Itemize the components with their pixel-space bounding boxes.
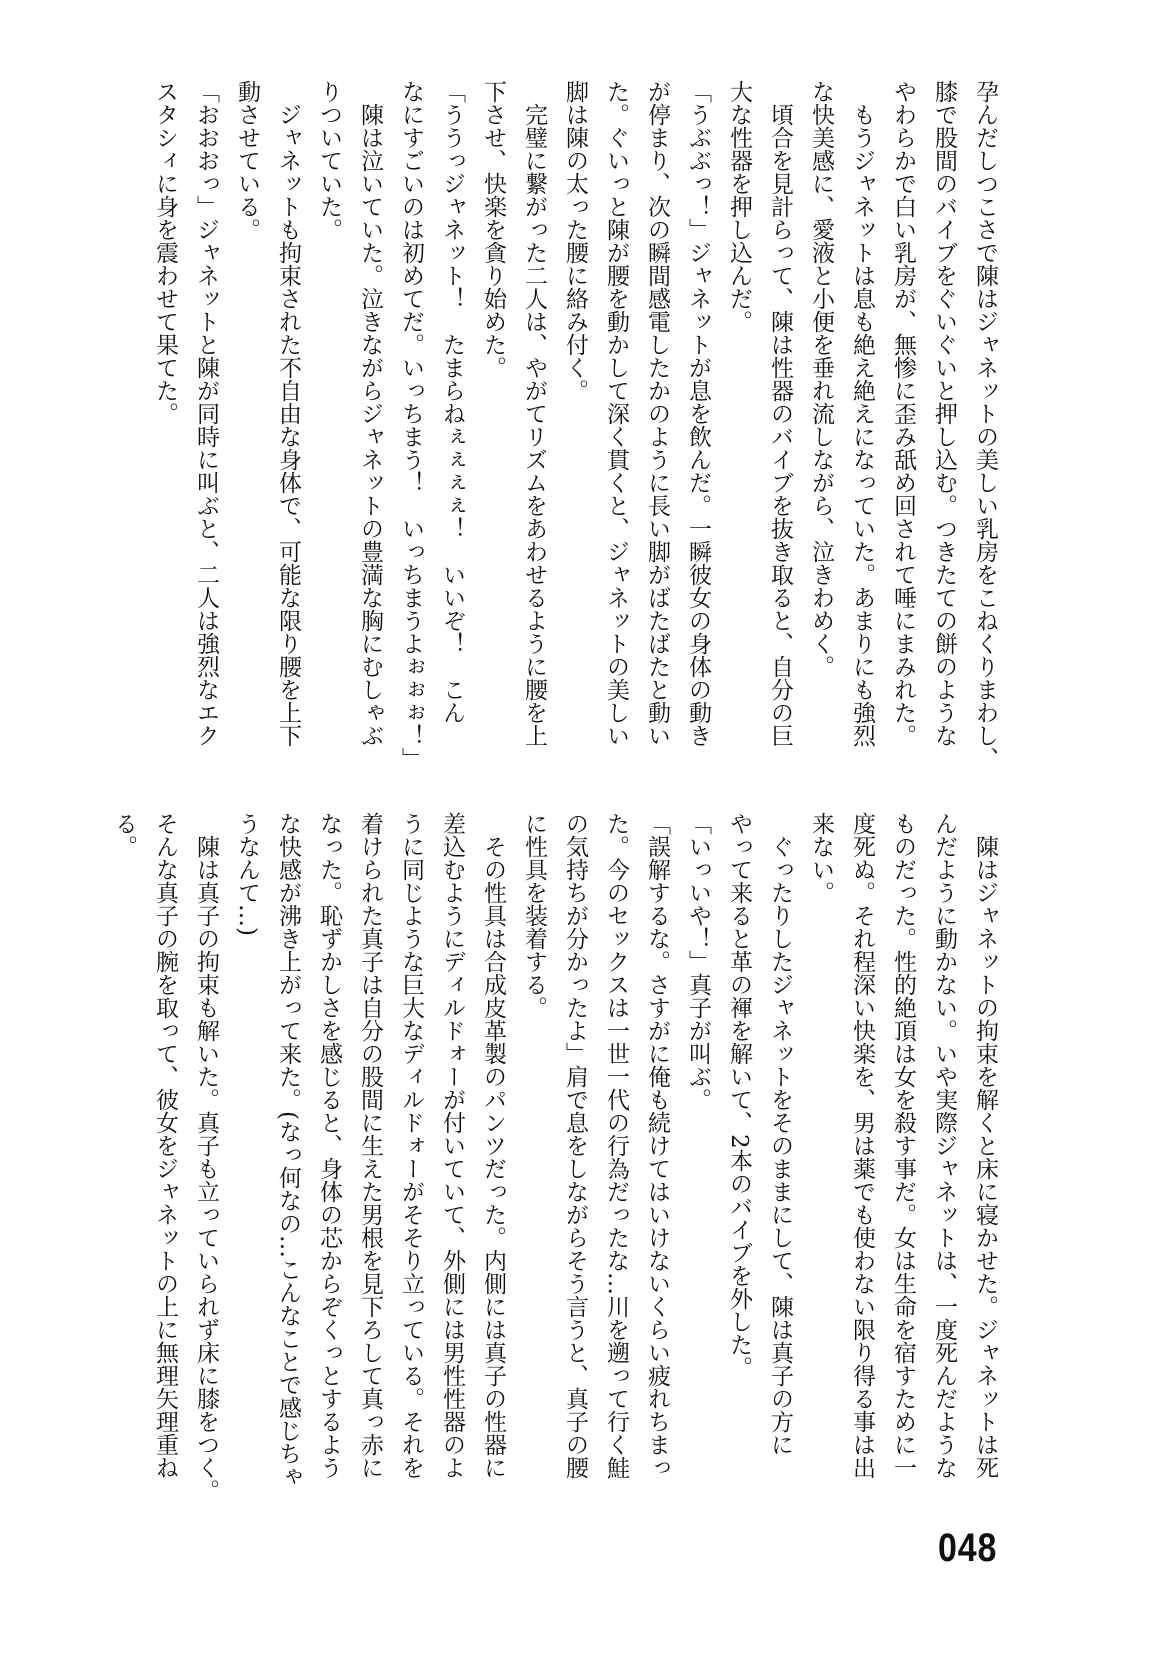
text-line: 孕んだしつこさで陳はジャネットの美しい乳房をこねくりまわし、 (972, 80, 998, 770)
text-line: 「ううっジャネット！ たまらねぇぇぇぇ！ いいぞ！ こん (439, 80, 465, 724)
text-block-top (144, 80, 1005, 780)
text-line: ものだった。性的絶頂は女を殺す事だ。女は生命を宿すために一 (890, 812, 916, 1479)
text-line: 陳は真子の拘束も解いた。真子も立っていられず床に膝をつく。 (193, 812, 219, 1502)
text-line: 動させている。 (234, 80, 260, 241)
text-line: 脚は陳の太った腰に絡み付く。 (562, 80, 588, 402)
text-line: の気持ちが分かったよ」肩で息をしながらそう言うと、真子の腰 (562, 812, 588, 1479)
text-line: が停まり、次の瞬間感電したかのように長い脚がばたばたと動い (644, 80, 670, 747)
text-line: 頃合を見計らって、陳は性器のバイブを抜き取ると、自分の巨 (767, 80, 793, 747)
text-line: やわらかで白い乳房が、無惨に歪み舐め回されて唾にまみれた。 (890, 80, 916, 747)
text-line: 「誤解するな。さすがに俺も続けてはいけないくらい疲れちまっ (644, 812, 670, 1479)
text-line: もうジャネットは息も絶え絶えになっていた。あまりにも強烈 (849, 80, 875, 747)
text-line: 差込むようにディルドォーが付いていて、外側には男性性器のよ (439, 812, 465, 1479)
text-line: な快感が沸き上がって来た。(なっ何なの…こんなことで感じちゃ (275, 812, 301, 1488)
text-line: ぐったりしたジャネットをそのままにして、陳は真子の方に (767, 812, 793, 1456)
text-line: やって来ると革の褌を解いて、2本のバイブを外した。 (726, 812, 752, 1379)
text-line: た。ぐいっと陳が腰を動かして深く貫くと、ジャネットの美しい (603, 80, 629, 747)
text-line: 「おおおっ」ジャネットと陳が同時に叫ぶと、二人は強烈なエク (193, 80, 219, 747)
text-line: ジャネットも拘束された不自由な身体で、可能な限り腰を上下 (275, 80, 301, 747)
text-line: 度死ぬ。それ程深い快楽を、男は薬でも使わない限り得る事は出 (849, 812, 875, 1479)
text-line: うなんて…) (234, 812, 260, 936)
text-line: に性具を装着する。 (521, 812, 547, 1019)
text-line: その性具は合成皮革製のパンツだった。内側には真子の性器に (480, 812, 506, 1479)
text-line: 膝で股間のバイブをぐいぐいと押し込む。つきたての餅のような (931, 80, 957, 747)
text-line: 来ない。 (808, 812, 834, 904)
text-line: うに同じような巨大なディルドォーがそそり立っている。それを (398, 812, 424, 1479)
text-line: 「いっいや！」真子が叫ぶ。 (685, 812, 711, 1111)
text-line: なった。恥ずかしさを感じると、身体の芯からぞくっとするよう (316, 812, 342, 1479)
page-number: 048 (938, 1526, 998, 1570)
text-line: 「うぶぶっ！」ジャネットが息を飲んだ。一瞬彼女の身体の動き (685, 80, 711, 747)
text-line: 完璧に繋がった二人は、やがてリズムをあわせるように腰を上 (521, 80, 547, 747)
text-line: 大な性器を押し込んだ。 (726, 80, 752, 333)
text-line: スタシィに身を震わせて果てた。 (152, 80, 178, 425)
text-block-bottom (103, 812, 1005, 1512)
text-line: りついていた。 (316, 80, 342, 241)
text-line: 着けられた真子は自分の股間に生えた男根を見下ろして真っ赤に (357, 812, 383, 1479)
text-line: る。 (111, 812, 137, 858)
text-line: なにすごいのは初めてだ。いっちまう！ いっちまうよぉぉぉ！」 (398, 80, 424, 770)
text-line: な快美感に、愛液と小便を垂れ流しながら、泣きわめく。 (808, 80, 834, 678)
text-line: た。今のセックスは一世一代の行為だったな…川を遡って行く鮭 (603, 812, 629, 1479)
text-line: んだように動かない。いや実際ジャネットは、一度死んだような (931, 812, 957, 1479)
text-line: そんな真子の腕を取って、彼女をジャネットの上に無理矢理重ね (152, 812, 178, 1479)
text-line: 下させ、快楽を貪り始めた。 (480, 80, 506, 379)
text-line: 陳はジャネットの拘束を解くと床に寝かせた。ジャネットは死 (972, 812, 998, 1479)
text-line: 陳は泣いていた。泣きながらジャネットの豊満な胸にむしゃぶ (357, 80, 383, 747)
